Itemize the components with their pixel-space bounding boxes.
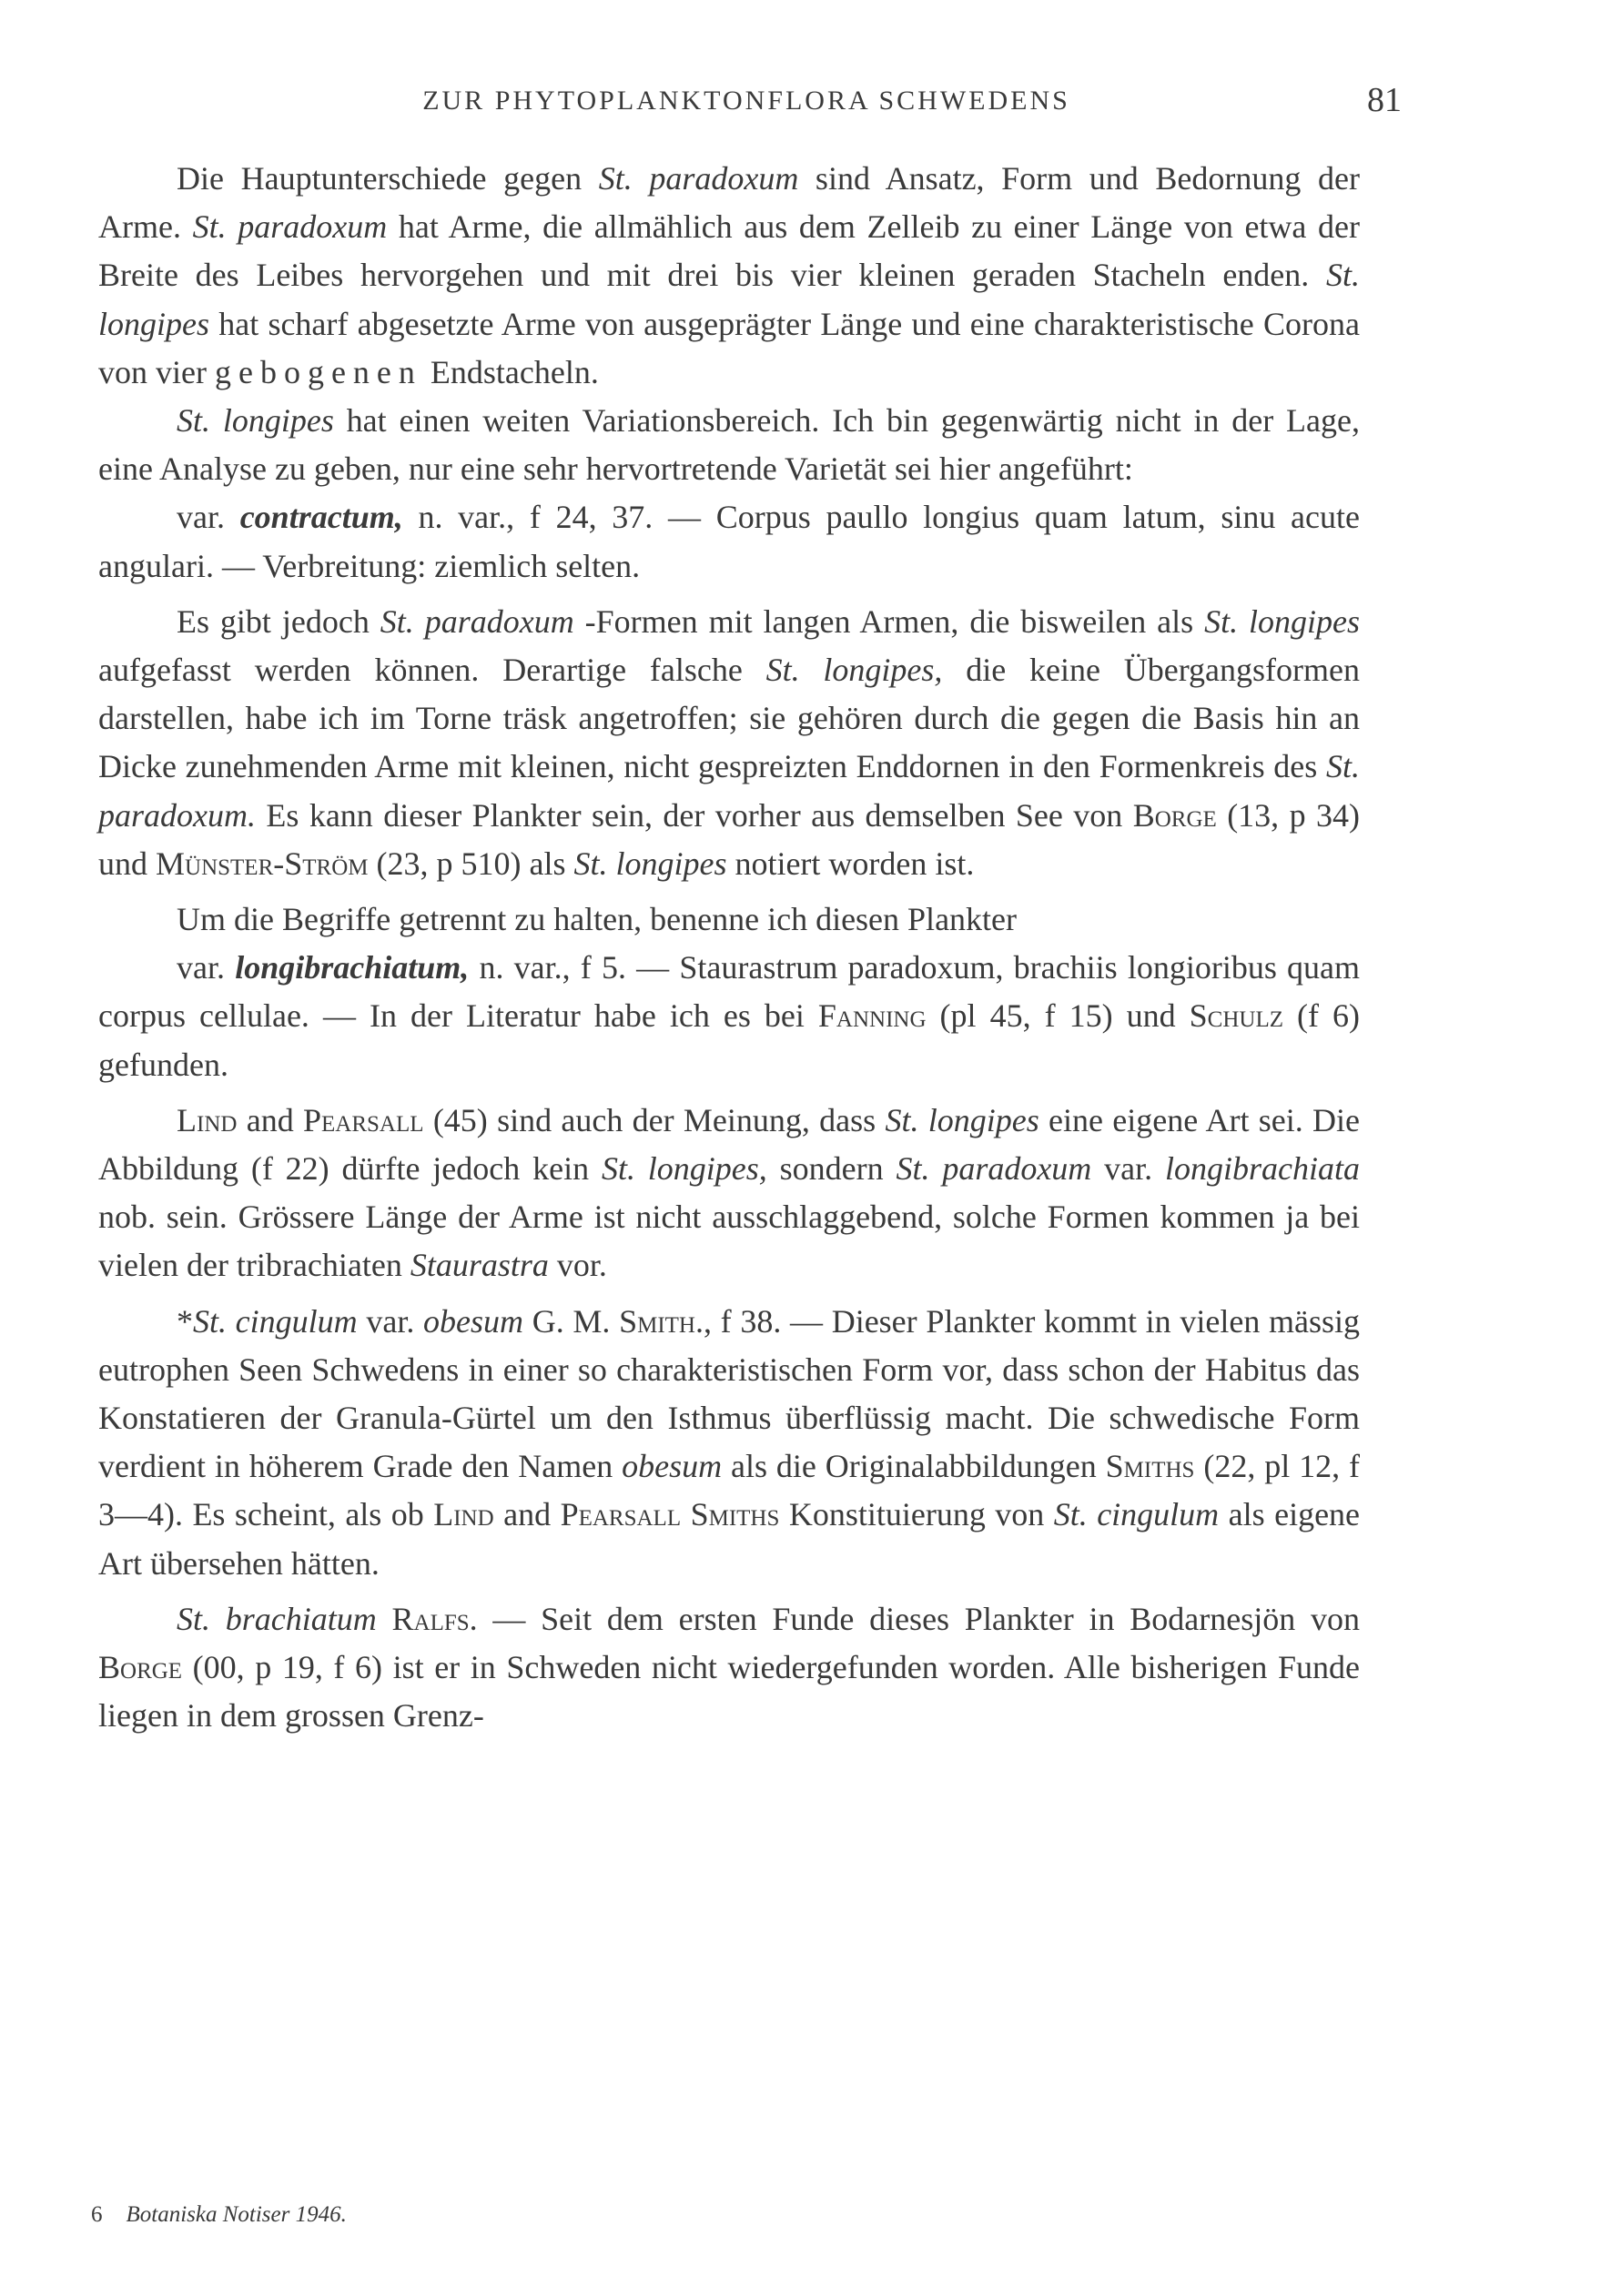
- text-run-styled: Lind: [433, 1496, 494, 1533]
- text-run: (13, p 34) und: [98, 796, 1360, 882]
- text-run-styled: Smith.: [619, 1302, 704, 1340]
- text-run: , f 38. — Dieser Plankter kommt in vielen mässig eutrophen Seen Schwedens in einer so charakteristischen Form vor, dass schon der Habitus das Konstatieren der Granula-Gürtel um den Isthmus überflüssig macht. Die schwedische Form verdient in höherem Grade den Namen: [98, 1302, 1361, 1485]
- text-run: [681, 1496, 690, 1532]
- text-run: (00, p 19, f 6) ist er in Schweden nicht wiedergefunden worden. Alle bisherigen Funde liegen in dem grossen Grenz-: [98, 1649, 1360, 1735]
- text-run: nob. sein. Grössere Länge der Arme ist nicht ausschlaggebend, solche Formen kommen ja bei vielen der tribrachiaten: [98, 1199, 1360, 1284]
- text-run: Endstacheln.: [421, 353, 599, 390]
- text-run-styled: St. brachiatum: [177, 1600, 377, 1637]
- paragraph: [98, 598, 1360, 888]
- paragraph: [98, 944, 1360, 1089]
- paragraph: [98, 493, 1360, 590]
- text-run-styled: Fanning: [817, 997, 927, 1035]
- paragraph: [98, 1097, 1360, 1290]
- text-run-styled: Staurastra: [410, 1247, 549, 1284]
- text-run-styled: Schulz: [1189, 997, 1283, 1035]
- text-run: Um die Begriffe getrennt zu halten, benenne ich diesen Plankter: [177, 901, 1018, 938]
- text-run-styled: St. cingulum: [1053, 1496, 1220, 1533]
- text-run: eine eigene Art sei. Die Abbildung (f 22) dürfte jedoch kein: [98, 1101, 1361, 1188]
- text-run-styled: Lind: [177, 1101, 238, 1138]
- text-run-styled: St. paradoxum: [896, 1150, 1092, 1188]
- text-run: (f 6) gefunden.: [98, 997, 1361, 1083]
- text-run-styled: Smiths: [1105, 1448, 1195, 1485]
- text-run: sind Ansatz, Form und Bedornung der Arme.: [98, 160, 1360, 246]
- text-run: var.: [357, 1302, 424, 1340]
- text-run: aufgefasst werden können. Derartige falsche: [98, 652, 766, 689]
- text-run-styled: Münster-Ström: [156, 845, 369, 882]
- text-run: als die Originalabbildungen: [722, 1448, 1106, 1485]
- text-run: — Seit dem ersten Funde dieses Plankter in Bodarnesjön von: [477, 1600, 1360, 1637]
- text-run-styled: St. paradoxum: [598, 160, 799, 197]
- text-run: n. var., f 24, 37. — Corpus paullo longius quam latum, sinu acute angulari. — Verbreitung: ziemlich selten.: [98, 499, 1360, 584]
- text-run: and: [493, 1496, 561, 1533]
- text-run-styled: longibrachiata: [1165, 1150, 1360, 1188]
- text-run: var.: [1091, 1150, 1165, 1188]
- text-run-styled: gebogenen: [214, 353, 422, 390]
- text-run-styled: Pearsall: [560, 1496, 682, 1533]
- text-run-styled: St. paradoxum.: [98, 748, 1360, 834]
- text-run: die keine Übergangsformen darstellen, habe ich im Torne träsk angetroffen; sie gehören durch die gegen die Basis hin an Dicke zunehmenden Arme mit kleinen, nicht gespreizten Enddornen in den Formenkreis des: [98, 652, 1360, 785]
- page-header: [91, 80, 1402, 127]
- text-run: -Formen mit langen Armen, die bisweilen als: [573, 602, 1205, 640]
- text-run: hat Arme, die allmählich aus dem Zelleib zu einer Länge von etwa der Breite des Leibes hervorgehen und mit drei bis vier kleinen geraden Stacheln enden.: [98, 208, 1361, 294]
- text-run: (23, p 510) als: [368, 845, 574, 882]
- text-run-styled: St. longipes,: [765, 652, 943, 689]
- text-run-styled: St. longipes,: [601, 1150, 767, 1188]
- page-number: 81: [1367, 81, 1402, 119]
- text-run: (45) sind auch der Meinung, dass: [423, 1101, 886, 1138]
- footer-journal: Botaniska Notiser 1946.: [126, 2202, 347, 2227]
- paragraph: [98, 1298, 1360, 1588]
- text-run-styled: St. paradoxum: [192, 208, 388, 246]
- text-run-styled: Borge: [1132, 796, 1217, 834]
- text-run: [377, 1601, 392, 1637]
- text-run-styled: St. longipes: [885, 1101, 1039, 1138]
- text-run-styled: St. paradoxum: [380, 602, 574, 640]
- text-run-styled: St. longipes: [98, 257, 1360, 342]
- paragraph: [98, 1595, 1360, 1741]
- text-run-styled: St. longipes: [1204, 602, 1361, 640]
- text-run: *: [177, 1302, 193, 1340]
- text-run-styled: St. cingulum: [193, 1302, 358, 1340]
- paragraph: [98, 397, 1360, 493]
- text-run-styled: contractum,: [239, 499, 403, 536]
- running-title: ZUR PHYTOPLANKTONFLORA SCHWEDENS: [422, 86, 1070, 116]
- text-run-styled: Borge: [98, 1649, 183, 1686]
- text-run: hat einen weiten Variationsbereich. Ich bin gegenwärtig nicht in der Lage, eine Analyse zu geben, nur eine sehr hervortretende Varietät sei hier angeführt:: [98, 402, 1361, 488]
- text-run-styled: obesum: [622, 1448, 723, 1485]
- footer-signature: 6: [91, 2202, 103, 2227]
- text-run: Die Hauptunterschiede gegen: [177, 160, 599, 197]
- text-run: notiert worden ist.: [726, 845, 975, 882]
- text-run-styled: Smiths: [690, 1496, 780, 1533]
- text-run: Es kann dieser Plankter sein, der vorher aus demselben See von: [256, 796, 1133, 834]
- text-run: var.: [177, 949, 236, 986]
- text-run: Es gibt jedoch: [177, 602, 380, 640]
- text-run: var.: [177, 499, 240, 536]
- text-run-styled: Ralfs.: [391, 1600, 478, 1637]
- text-run: als eigene Art übersehen hätten.: [98, 1496, 1361, 1582]
- text-run: Konstituierung von: [779, 1496, 1054, 1533]
- text-run: hat scharf abgesetzte Arme von ausgeprägter Länge und eine charakteristische Corona von vier: [98, 305, 1360, 390]
- text-run: n. var., f 5. — Staurastrum paradoxum, brachiis longioribus quam corpus cellulae. — In der Literatur habe ich es bei: [98, 949, 1360, 1035]
- text-run: sondern: [766, 1150, 897, 1188]
- page-footer: [91, 2202, 347, 2228]
- text-run-styled: Pearsall: [303, 1101, 424, 1138]
- text-run-styled: longibrachiatum,: [235, 949, 470, 986]
- text-run: (22, pl 12, f 3—4). Es scheint, als ob: [98, 1448, 1361, 1533]
- text-run: (pl 45, f 15) und: [926, 997, 1190, 1035]
- paragraph: [98, 155, 1360, 397]
- body-text: [98, 155, 1360, 1741]
- text-run-styled: St. longipes: [573, 845, 727, 882]
- text-run-styled: obesum: [423, 1302, 524, 1340]
- text-run-styled: St. longipes: [177, 402, 334, 440]
- text-run: vor.: [548, 1247, 607, 1284]
- text-run: and: [237, 1101, 303, 1138]
- text-run: G. M.: [523, 1302, 620, 1340]
- paragraph: [98, 895, 1360, 944]
